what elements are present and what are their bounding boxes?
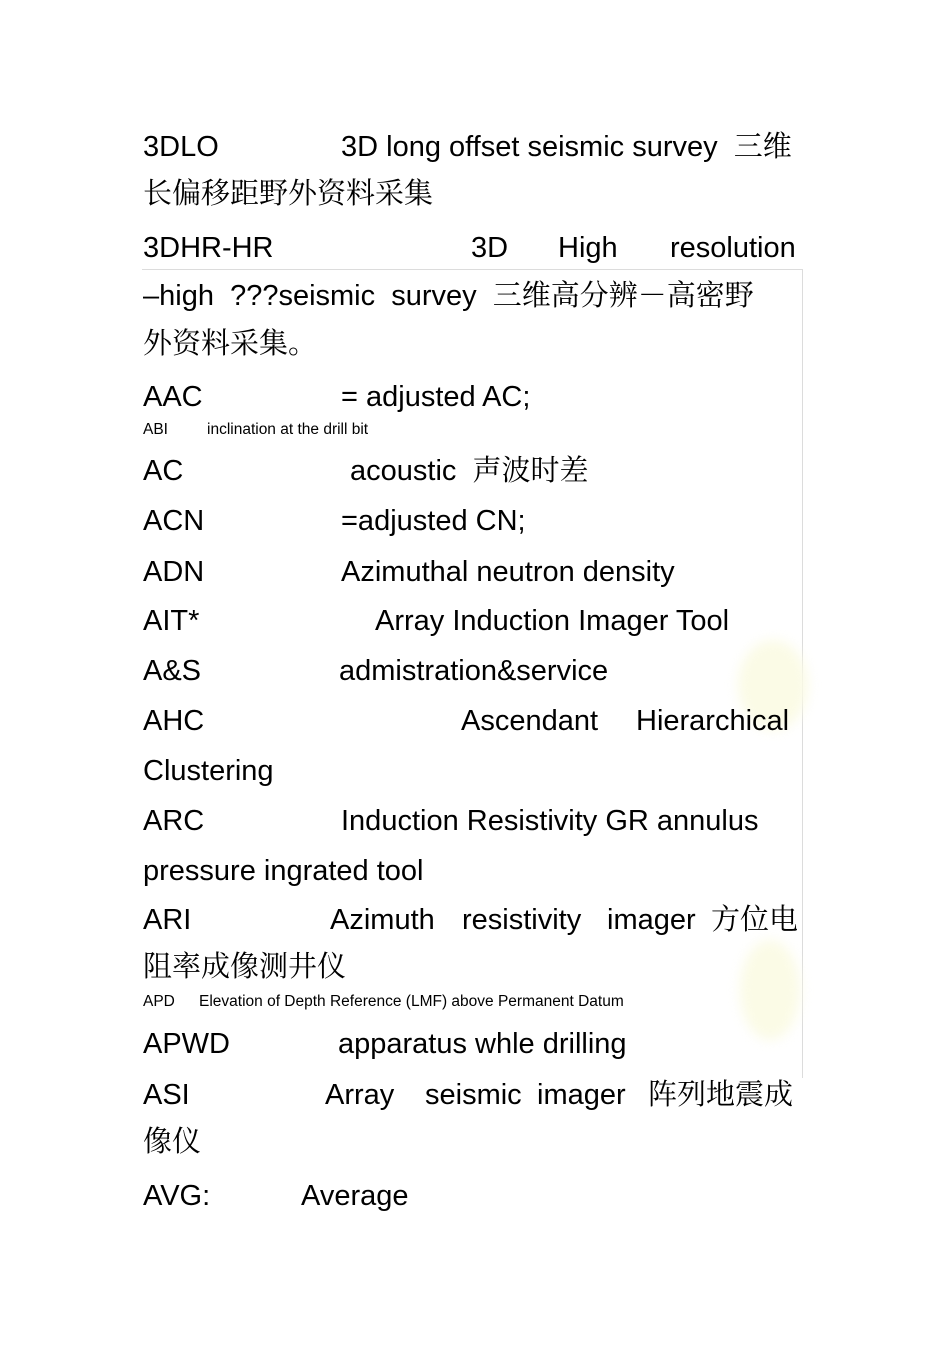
- entry-def-ari-word: 方位电: [711, 904, 799, 936]
- entry-abbr-as: A&S: [143, 655, 202, 687]
- entry-abbr-abi: ABI: [143, 421, 168, 438]
- entry-abbr-apwd: APWD: [143, 1028, 230, 1060]
- entry-def-3dlo-cont: 长偏移距野外资料采集: [143, 178, 434, 210]
- watermark-glow: [740, 940, 800, 1040]
- entry-def-asi-word: seismic: [425, 1079, 522, 1111]
- entry-def-aac: = adjusted AC;: [341, 381, 531, 413]
- entry-abbr-arc: ARC: [143, 805, 205, 837]
- entry-def-ari-cont: 阻率成像测井仪: [143, 951, 347, 983]
- entry-abbr-apd: APD: [143, 993, 175, 1010]
- entry-def-ac: acoustic 声波时差: [350, 455, 589, 487]
- entry-def-ahc-cont: Clustering: [143, 755, 274, 787]
- entry-def-asi-word: imager: [537, 1079, 626, 1111]
- entry-abbr-acn: ACN: [143, 505, 205, 537]
- entry-def-3dlo: 3D long offset seismic survey 三维: [341, 131, 792, 163]
- entry-def-3dhr-word: High: [558, 232, 618, 264]
- entry-abbr-asi: ASI: [143, 1079, 190, 1111]
- entry-def-ari-word: Azimuth: [330, 904, 435, 936]
- entry-def-apd: Elevation of Depth Reference (LMF) above Permanent Datum: [199, 993, 624, 1010]
- entry-def-ari-word: resistivity: [462, 904, 582, 936]
- entry-def-3dhr-word: 3D: [471, 232, 509, 264]
- entry-def-abi: inclination at the drill bit: [207, 421, 369, 438]
- entry-abbr-3dlo: 3DLO: [143, 131, 219, 163]
- entry-def-asi-word: 阵列地震成: [648, 1079, 794, 1111]
- entry-abbr-ari: ARI: [143, 904, 192, 936]
- entry-def-asi-cont: 像仪: [143, 1126, 202, 1158]
- entry-def-3dhr-word: resolution: [670, 232, 796, 264]
- entry-abbr-adn: ADN: [143, 556, 205, 588]
- entry-def-ait: Array Induction Imager Tool: [375, 605, 730, 637]
- entry-abbr-3dhr-hr: 3DHR-HR: [143, 232, 274, 264]
- entry-def-3dhr-cont2: 外资料采集。: [143, 328, 318, 360]
- entry-def-as: admistration&service: [339, 655, 609, 687]
- entry-def-apwd: apparatus whle drilling: [338, 1028, 627, 1060]
- entry-def-adn: Azimuthal neutron density: [341, 556, 675, 588]
- entry-def-ahc-word: Ascendant: [461, 705, 599, 737]
- entry-def-avg: Average: [301, 1180, 409, 1212]
- entry-def-acn: =adjusted CN;: [341, 505, 526, 537]
- entry-abbr-ac: AC: [143, 455, 184, 487]
- entry-def-asi-word: Array: [325, 1079, 395, 1111]
- entry-abbr-ait: AIT*: [143, 605, 200, 637]
- entry-def-ari-word: imager: [607, 904, 696, 936]
- entry-def-arc-cont: pressure ingrated tool: [143, 855, 424, 887]
- entry-abbr-avg: AVG:: [143, 1180, 211, 1212]
- entry-def-3dhr-cont: –high ???seismic survey 三维高分辨－高密野: [143, 280, 754, 312]
- entry-def-ahc-word: Hierarchical: [636, 705, 790, 737]
- entry-abbr-ahc: AHC: [143, 705, 205, 737]
- entry-def-arc: Induction Resistivity GR annulus: [341, 805, 759, 837]
- entry-abbr-aac: AAC: [143, 381, 203, 413]
